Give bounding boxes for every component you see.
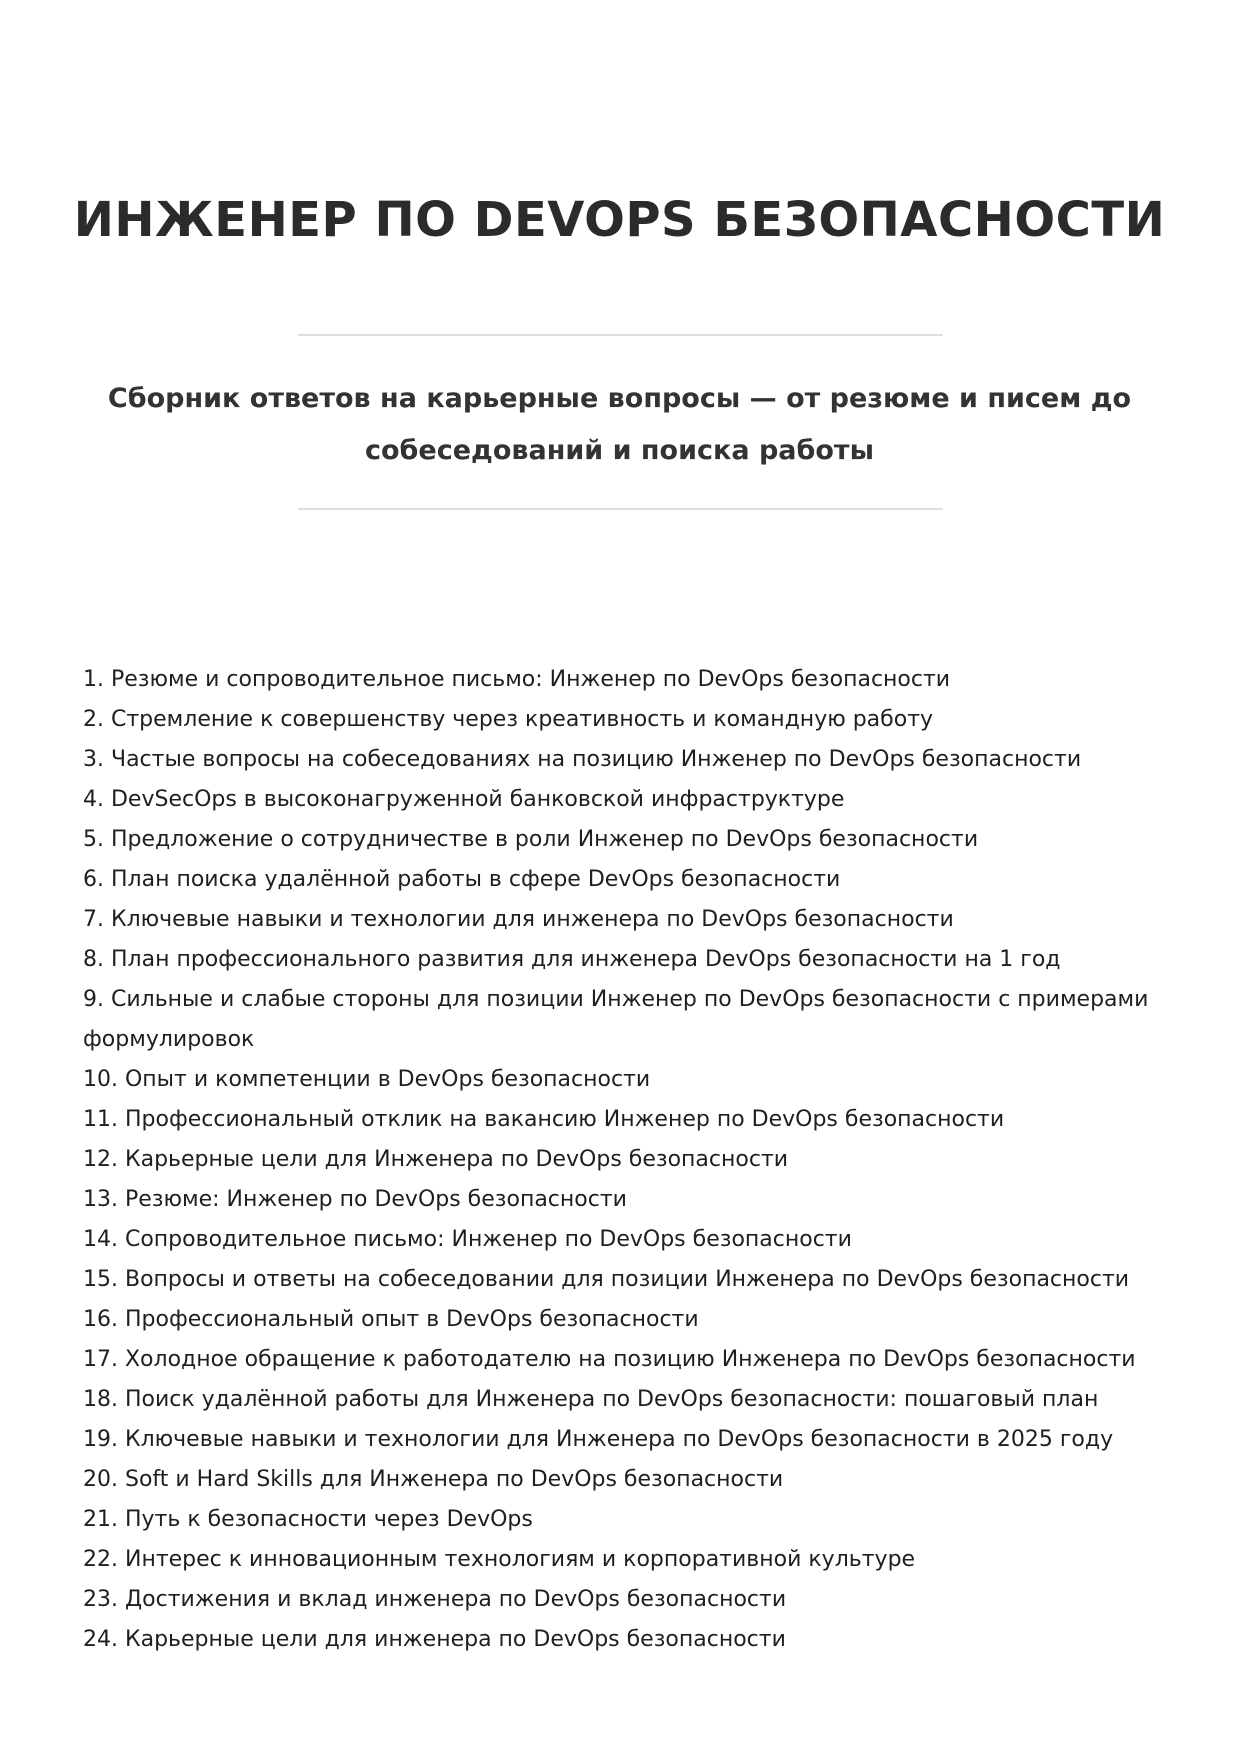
toc-item[interactable]: 16. Профессиональный опыт в DevOps безопасности — [83, 1307, 699, 1332]
toc-item[interactable]: 21. Путь к безопасности через DevOps — [83, 1507, 533, 1532]
toc-item[interactable]: 3. Частые вопросы на собеседованиях на позицию Инженер по DevOps безопасности — [83, 747, 1082, 772]
toc-item[interactable]: 12. Карьерные цели для Инженера по DevOps безопасности — [83, 1147, 789, 1172]
toc-item[interactable]: 7. Ключевые навыки и технологии для инженера по DevOps безопасности — [83, 907, 954, 932]
toc-item[interactable]: 1. Резюме и сопроводительное письмо: Инженер по DevOps безопасности — [83, 667, 951, 692]
document-title: ИНЖЕНЕР ПО DEVOPS БЕЗОПАСНОСТИ — [73, 192, 1166, 248]
toc-item[interactable]: 9. Сильные и слабые стороны для позиции Инженер по DevOps безопасности с примерами формулировок — [83, 987, 1149, 1052]
table-of-contents — [83, 660, 1163, 1660]
toc-item[interactable]: 24. Карьерные цели для инженера по DevOps безопасности — [83, 1627, 786, 1652]
divider-bottom — [298, 508, 943, 510]
toc-item[interactable]: 11. Профессиональный отклик на вакансию Инженер по DevOps безопасности — [83, 1107, 1005, 1132]
toc-item[interactable]: 23. Достижения и вклад инженера по DevOps безопасности — [83, 1587, 787, 1612]
toc-item[interactable]: 4. DevSecOps в высоконагруженной банковской инфраструктуре — [83, 787, 845, 812]
document-subtitle: Сборник ответов на карьерные вопросы — от резюме и писем до собеседований и поиска работы — [107, 383, 1132, 466]
toc-item[interactable]: 6. План поиска удалённой работы в сфере DevOps безопасности — [83, 867, 841, 892]
toc-item[interactable]: 19. Ключевые навыки и технологии для Инженера по DevOps безопасности в 2025 году — [83, 1427, 1114, 1452]
toc-item[interactable]: 22. Интерес к инновационным технологиям и корпоративной культуре — [83, 1547, 916, 1572]
toc-item[interactable]: 14. Сопроводительное письмо: Инженер по DevOps безопасности — [83, 1227, 852, 1252]
toc-item[interactable]: 10. Опыт и компетенции в DevOps безопасности — [83, 1067, 651, 1092]
toc-item[interactable]: 18. Поиск удалённой работы для Инженера по DevOps безопасности: пошаговый план — [83, 1387, 1099, 1412]
toc-item[interactable]: 2. Стремление к совершенству через креативность и командную работу — [83, 707, 934, 732]
toc-item[interactable]: 20. Soft и Hard Skills для Инженера по DevOps безопасности — [83, 1467, 784, 1492]
toc-item[interactable]: 8. План профессионального развития для инженера DevOps безопасности на 1 год — [83, 947, 1061, 972]
toc-item[interactable]: 17. Холодное обращение к работодателю на позицию Инженера по DevOps безопасности — [83, 1347, 1136, 1372]
toc-item[interactable]: 13. Резюме: Инженер по DevOps безопасности — [83, 1187, 627, 1212]
divider-top — [298, 334, 943, 336]
toc-item[interactable]: 5. Предложение о сотрудничестве в роли Инженер по DevOps безопасности — [83, 827, 979, 852]
toc-item[interactable]: 15. Вопросы и ответы на собеседовании для позиции Инженера по DevOps безопасности — [83, 1267, 1130, 1292]
